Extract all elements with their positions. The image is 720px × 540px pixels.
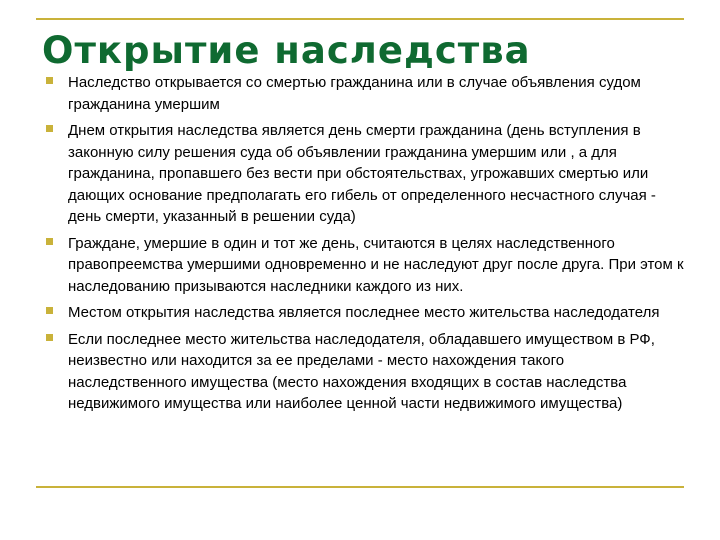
square-bullet-icon xyxy=(46,125,53,132)
bullet-item-5 xyxy=(46,329,686,415)
bullet-text: Днем открытия наследства является день смерти гражданина (день вступления в законную силу решения суда об объявлении гражданина умершим или , а для гражданина, пропавшего без вести при обстоятельствах, угрожавших смертью или дающих основание предполагать его гибель от определенного несчастного случая - день смерти, указанный в решении суда) xyxy=(68,122,656,225)
bullet-item-2 xyxy=(46,120,686,228)
slide-title: Открытие наследства xyxy=(42,29,531,72)
bullet-text: Наследство открывается со смертью гражданина или в случае объявления судом гражданина умершим xyxy=(68,74,641,113)
bullet-text: Местом открытия наследства является последнее место жительства наследодателя xyxy=(68,304,660,321)
bottom-divider xyxy=(36,486,684,488)
bullet-text: Граждане, умершие в один и тот же день, считаются в целях наследственного правопреемства умершими одновременно и не наследуют друг после друга. При этом к наследованию призываются наследники каждого из них. xyxy=(68,234,684,295)
bullet-item-1 xyxy=(46,72,686,115)
bullet-list xyxy=(46,72,686,420)
bullet-text: Если последнее место жительства наследодателя, обладавшего имуществом в РФ, неизвестно или находится за ее пределами - место нахождения такого наследственного имущества (место нахождения входящих в состав наследства недвижимого имущества или наиболее ценной части недвижимого имущества) xyxy=(68,330,655,412)
square-bullet-icon xyxy=(46,334,53,341)
bullet-item-3 xyxy=(46,233,686,298)
square-bullet-icon xyxy=(46,238,53,245)
bullet-item-4 xyxy=(46,302,686,324)
top-divider xyxy=(36,18,684,20)
square-bullet-icon xyxy=(46,77,53,84)
square-bullet-icon xyxy=(46,307,53,314)
